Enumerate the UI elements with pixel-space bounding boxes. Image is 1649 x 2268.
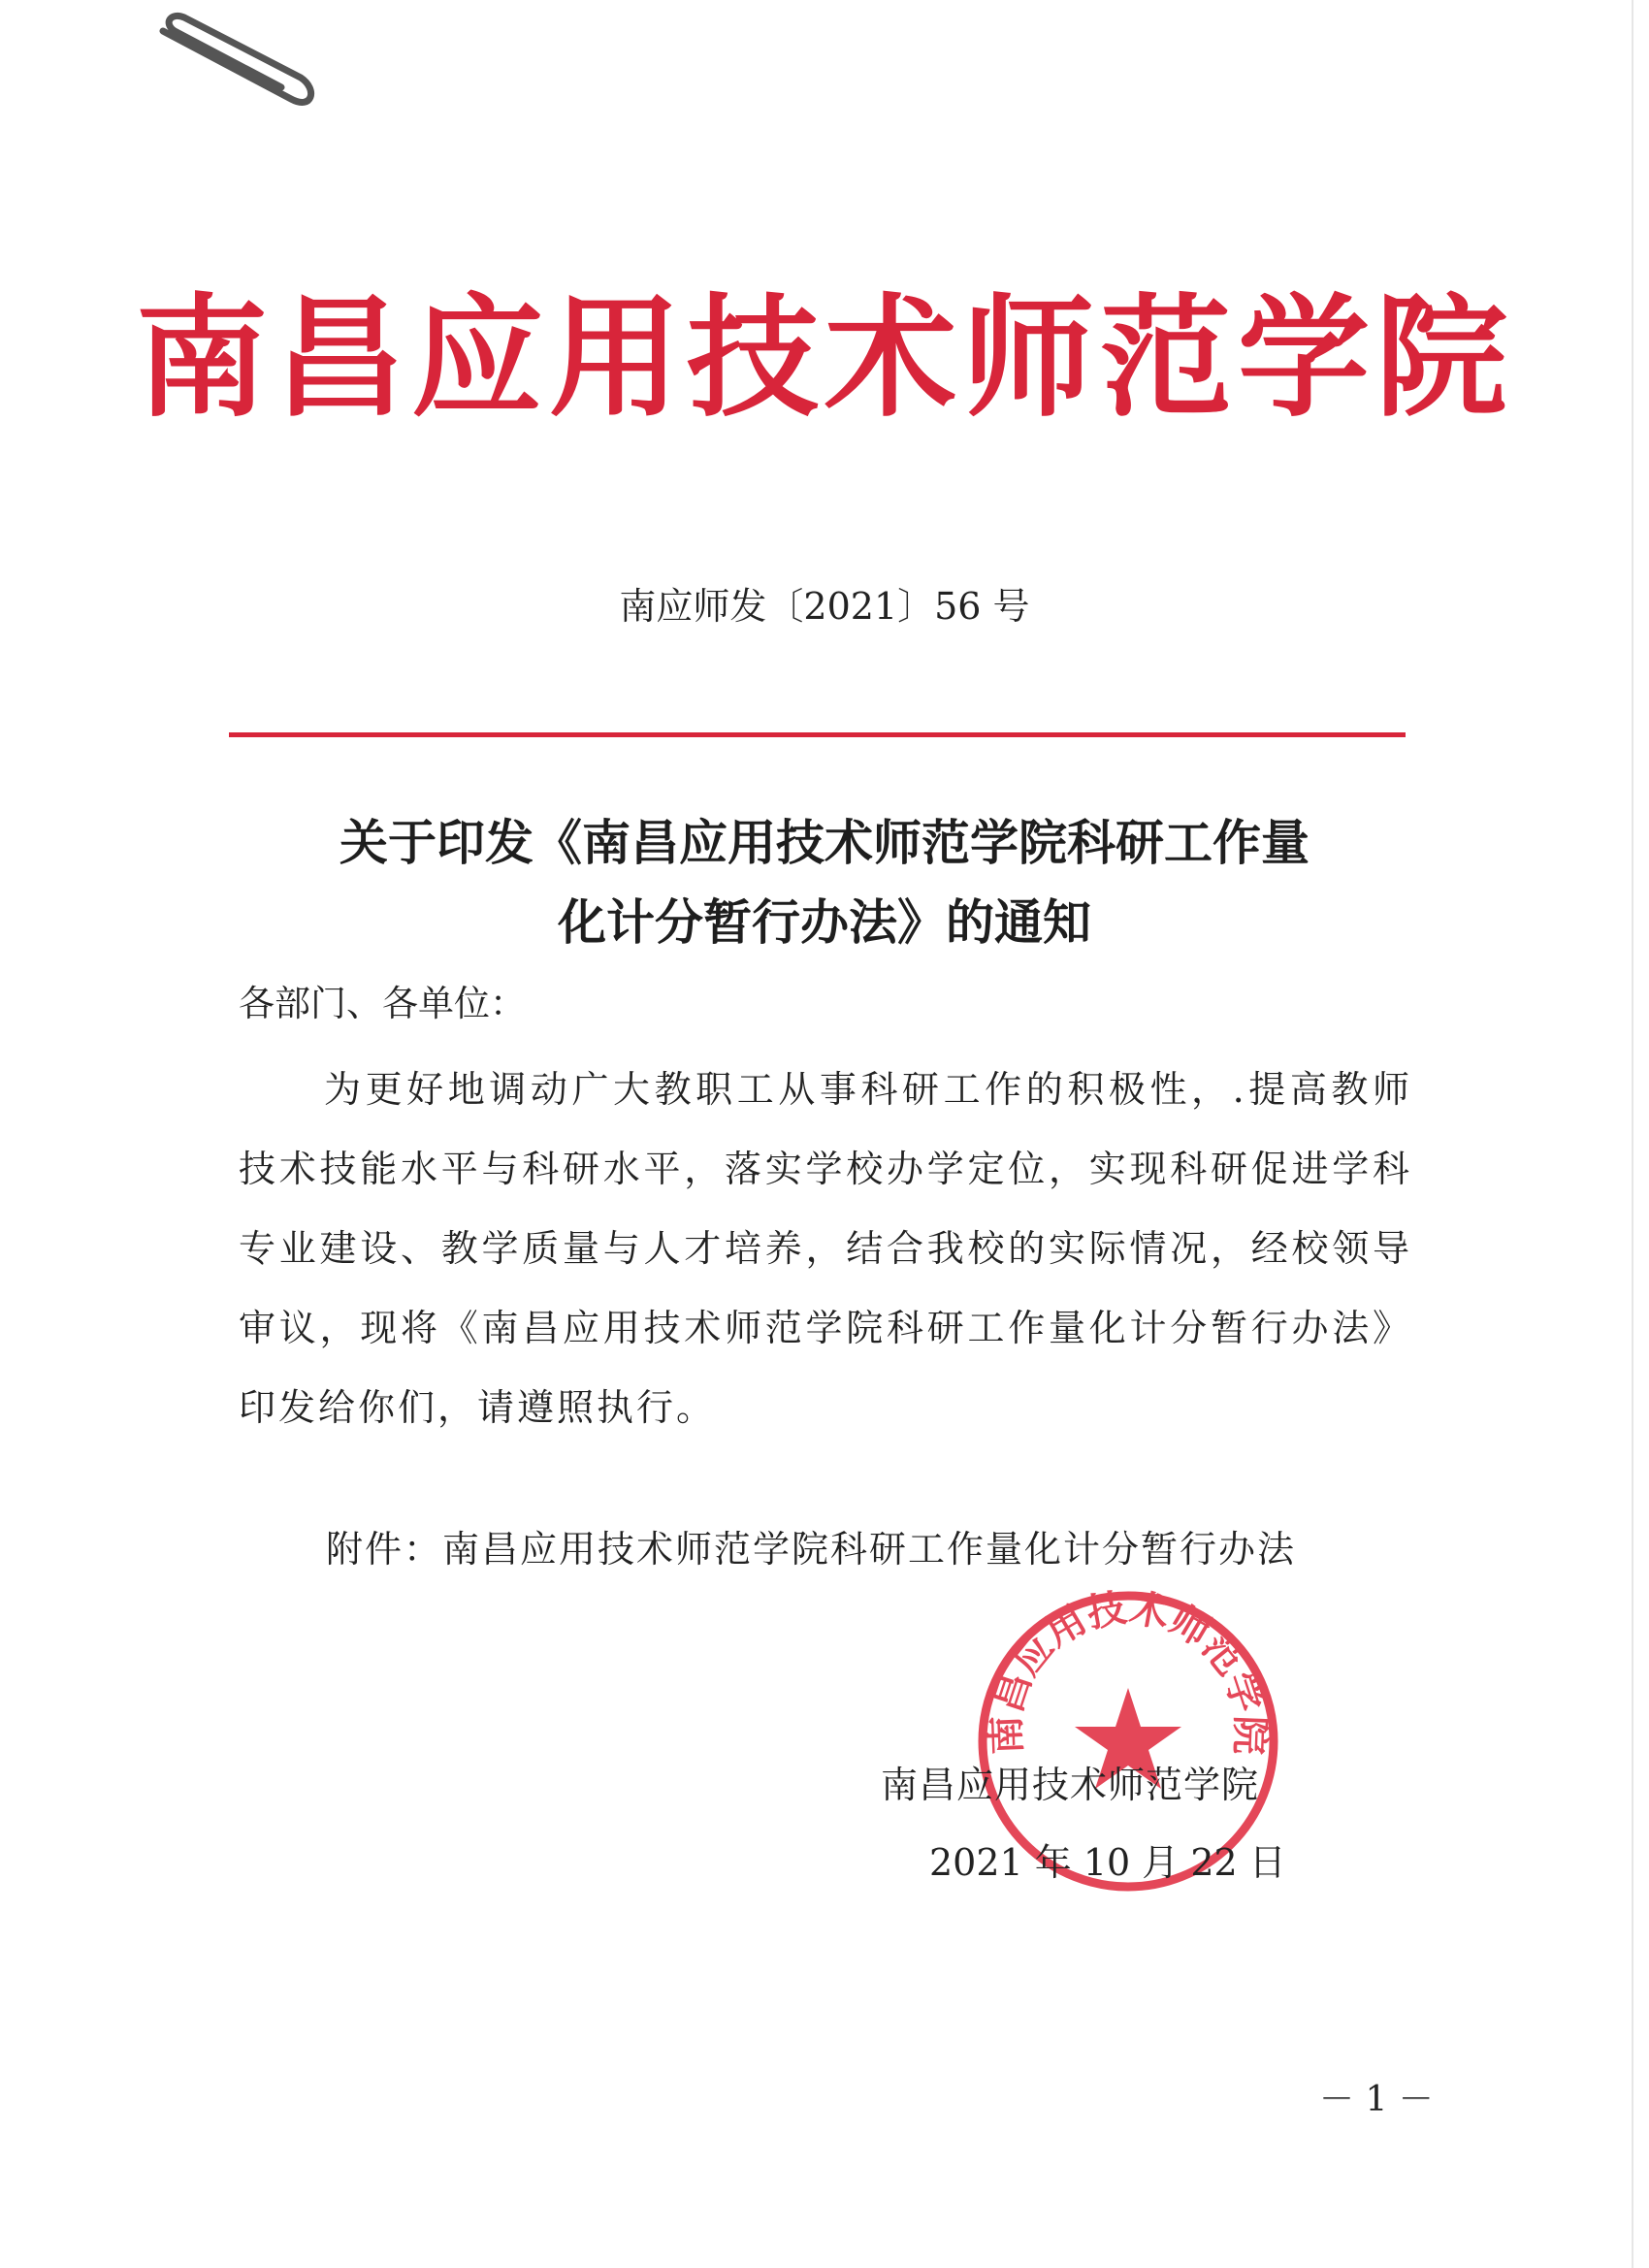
salutation: 各部门、各单位： xyxy=(239,983,526,1024)
red-divider-rule xyxy=(229,732,1406,737)
document-number: 南应师发〔2021〕56 号 xyxy=(619,585,1030,628)
issue-date: 2021 年 10 月 22 日 xyxy=(929,1841,1286,1884)
attachment-line: 附件：南昌应用技术师范学院科研工作量化计分暂行办法 xyxy=(326,1528,1297,1571)
issuer-name: 南昌应用技术师范学院 xyxy=(881,1764,1260,1806)
seal-text: 南昌应用技术师范学院 xyxy=(984,1585,1273,1756)
paperclip-icon xyxy=(146,10,320,126)
notice-body: 为更好地调动广大教职工从事科研工作的积极性，.提高教师技术技能水平与科研水平，落实学校办学定位，实现科研促进学科专业建设、教学质量与人才培养，结合我校的实际情况，经校领导审议，现将《南昌应用技术师范学院科研工作量化计分暂行办法》印发给你们，请遵照执行。 xyxy=(239,1068,1412,1429)
page-number: － 1 － xyxy=(1319,2080,1434,2120)
notice-title xyxy=(0,803,1649,962)
notice-title-line-2: 化计分暂行办法》的通知 xyxy=(558,894,1091,951)
masthead-title: 南昌应用技术师范学院 xyxy=(136,282,1513,436)
notice-title-line-1: 关于印发《南昌应用技术师范学院科研工作量 xyxy=(340,815,1310,871)
